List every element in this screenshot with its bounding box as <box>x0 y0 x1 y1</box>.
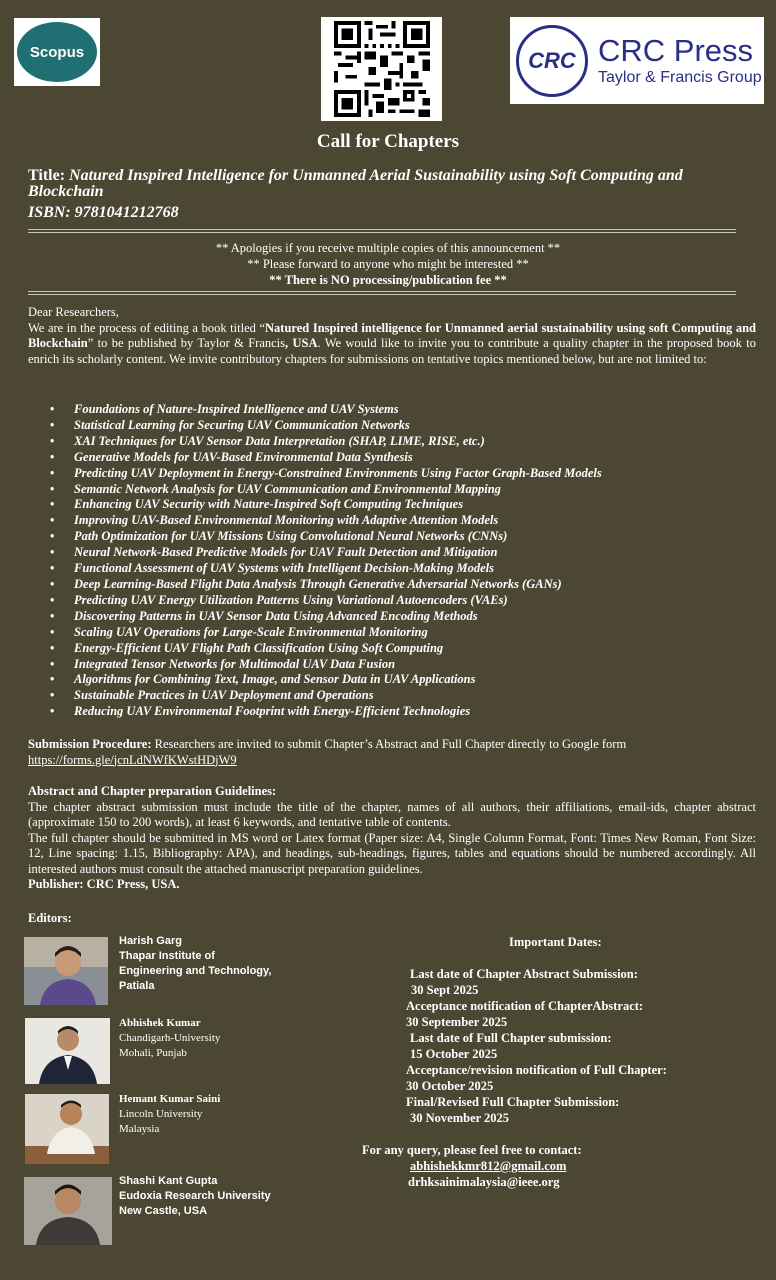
editor-info <box>119 1016 220 1061</box>
list-item: • Discovering Patterns in UAV Sensor Data Using Advanced Encoding Methods <box>50 609 750 625</box>
crc-logo-name: CRC Press <box>598 32 754 68</box>
editor-name: Shashi Kant Gupta <box>119 1175 218 1187</box>
editor-photo <box>24 937 108 1005</box>
editor-name: Harish Garg <box>119 935 182 947</box>
submission-procedure <box>28 737 756 768</box>
list-item: • Integrated Tensor Networks for Multimodal UAV Data Fusion <box>50 657 750 673</box>
publisher-line: Publisher: CRC Press, USA. <box>28 877 180 891</box>
scopus-logo-text: Scopus <box>17 22 97 82</box>
contact-email: drhksainimalaysia@ieee.org <box>408 1175 560 1189</box>
notice-line: ** Apologies if you receive multiple copies of this announcement ** <box>215 241 561 255</box>
submission-label: Submission Procedure: <box>28 737 152 751</box>
list-item: • Improving UAV-Based Environmental Monitoring with Adaptive Attention Models <box>50 513 750 529</box>
greeting: Dear Researchers, <box>28 305 119 319</box>
editor-affiliation: Lincoln University <box>119 1108 203 1120</box>
list-item: • Functional Assessment of UAV Systems with Intelligent Decision-Making Models <box>50 561 750 577</box>
list-item: • Deep Learning-Based Flight Data Analysis Through Generative Adversarial Networks (GANs) <box>50 577 750 593</box>
qr-code <box>321 17 442 121</box>
editor-info <box>119 934 271 994</box>
list-item: • Statistical Learning for Securing UAV Communication Networks <box>50 418 750 434</box>
person-icon <box>25 1018 110 1084</box>
editor-info <box>119 1092 220 1137</box>
date-label: Acceptance notification of ChapterAbstract: <box>406 999 644 1013</box>
list-item: • XAI Techniques for UAV Sensor Data Interpretation (SHAP, LIME, RISE, etc.) <box>50 434 750 450</box>
list-item: • Scaling UAV Operations for Large-Scale Environmental Monitoring <box>50 625 750 641</box>
intro-paragraph <box>28 305 756 367</box>
page-heading: Call for Chapters <box>316 131 460 152</box>
important-dates-heading: Important Dates: <box>509 935 602 949</box>
date-value: 30 November 2025 <box>410 1111 510 1125</box>
intro-text: ” to be published by Taylor & Francis <box>87 336 286 350</box>
google-form-link[interactable]: https://forms.gle/jcnLdNWfKWstHDjW9 <box>28 752 237 767</box>
date-value: 15 October 2025 <box>410 1047 498 1061</box>
list-item: • Foundations of Nature-Inspired Intelligence and UAV Systems <box>50 402 750 418</box>
contact-heading: For any query, please feel free to contact: <box>362 1143 582 1157</box>
notice-line: ** There is NO processing/publication fee ** <box>269 273 507 287</box>
list-item: • Reducing UAV Environmental Footprint with Energy-Efficient Technologies <box>50 704 750 720</box>
intro-country: , USA <box>285 336 318 350</box>
intro-text: We are in the process of editing a book titled “ <box>28 320 266 335</box>
editor-name: Abhishek Kumar <box>119 1017 201 1029</box>
list-item: • Energy-Efficient UAV Flight Path Classification Using Soft Computing <box>50 641 750 657</box>
editor-photo <box>25 1094 109 1164</box>
editor-affiliation: Chandigarh-University <box>119 1032 221 1044</box>
editor-photo <box>25 1018 110 1084</box>
crc-logo-subtitle: Taylor & Francis Group <box>598 68 762 86</box>
person-icon <box>24 937 108 1005</box>
book-title <box>28 168 758 200</box>
date-label: Final/Revised Full Chapter Submission: <box>406 1095 620 1109</box>
editor-affiliation: Patiala <box>119 980 155 992</box>
guidelines-section <box>28 784 756 893</box>
topic-list <box>50 402 750 720</box>
scopus-logo <box>14 18 100 86</box>
list-item: • Algorithms for Combining Text, Image, and Sensor Data in UAV Applications <box>50 672 750 688</box>
list-item: • Generative Models for UAV-Based Environmental Data Synthesis <box>50 450 750 466</box>
crc-logo-mark: CRC <box>516 25 588 97</box>
date-value: 30 Sept 2025 <box>411 983 479 997</box>
divider <box>28 291 736 295</box>
crc-press-logo <box>510 17 764 104</box>
intro-text: . We would like to invite you to contribute a quality chapter in the proposed book to enrich its scholarly content. We invite contributory chapters for submissions on tentative topics mentioned below, but are not limited to: <box>28 336 756 366</box>
date-label: Acceptance/revision notification of Full Chapter: <box>406 1063 667 1077</box>
editor-affiliation: Thapar Institute of <box>119 950 215 962</box>
editor-photo <box>24 1177 112 1245</box>
guidelines-paragraph: The full chapter should be submitted in MS word or Latex format (Paper size: A4, Single Column Format, Font: Times New Roman, Font Size: 12, Line spacing: 1.15, Bibliography: APA), and headings, sub-headings, figures, tables and equations should be numbered accordingly. All interested authors must consult the attached manuscript preparation guidelines. <box>28 830 756 876</box>
person-icon <box>25 1094 109 1164</box>
editor-affiliation: Eudoxia Research University <box>119 1190 271 1202</box>
list-item: • Neural Network-Based Predictive Models for UAV Fault Detection and Mitigation <box>50 545 750 561</box>
list-item: • Path Optimization for UAV Missions Using Convolutional Neural Networks (CNNs) <box>50 529 750 545</box>
editor-name: Hemant Kumar Saini <box>119 1093 221 1105</box>
date-value: 30 September 2025 <box>406 1015 508 1029</box>
list-item: • Predicting UAV Deployment in Energy-Constrained Environments Using Factor Graph-Based Models <box>50 466 750 482</box>
intro-book-name: Natured Inspired intelligence for Unmanned aerial sustainability using soft Computing and Blockchain <box>28 320 756 350</box>
guidelines-paragraph: The chapter abstract submission must include the title of the chapter, names of all authors, their affiliations, email-ids, chapter abstract (approximate 150 to 200 words), at least 6 keywords, and tentative table of contents. <box>28 799 756 829</box>
book-title-label: Title: <box>28 167 70 184</box>
person-icon <box>24 1177 112 1245</box>
list-item: • Enhancing UAV Security with Nature-Inspired Soft Computing Techniques <box>50 497 750 513</box>
list-item: • Sustainable Practices in UAV Deployment and Operations <box>50 688 750 704</box>
book-isbn: ISBN: 9781041212768 <box>28 204 179 221</box>
qr-code-icon <box>334 21 430 117</box>
notice-line: ** Please forward to anyone who might be interested ** <box>247 257 529 271</box>
divider <box>28 229 736 233</box>
date-label: Last date of Chapter Abstract Submission: <box>410 967 638 981</box>
date-label: Last date of Full Chapter submission: <box>410 1031 612 1045</box>
guidelines-heading: Abstract and Chapter preparation Guidelines: <box>28 784 277 798</box>
editor-info <box>119 1174 271 1219</box>
editor-affiliation: New Castle, USA <box>119 1205 208 1217</box>
submission-text: Researchers are invited to submit Chapter’s Abstract and Full Chapter directly to Google form <box>151 737 627 751</box>
list-item: • Semantic Network Analysis for UAV Communication and Environmental Mapping <box>50 482 750 498</box>
list-item: • Predicting UAV Energy Utilization Patterns Using Variational Autoencoders (VAEs) <box>50 593 750 609</box>
editor-affiliation: Engineering and Technology, <box>119 965 272 977</box>
book-title-text: Natured Inspired Intelligence for Unmanned Aerial Sustainability using Soft Computing and Blockchain <box>28 167 683 200</box>
contact-email-link[interactable]: abhishekkmr812@gmail.com <box>410 1159 567 1173</box>
editor-affiliation: Malaysia <box>119 1123 160 1135</box>
editors-heading: Editors: <box>28 911 72 925</box>
editor-affiliation: Mohali, Punjab <box>119 1047 187 1059</box>
date-value: 30 October 2025 <box>406 1079 494 1093</box>
